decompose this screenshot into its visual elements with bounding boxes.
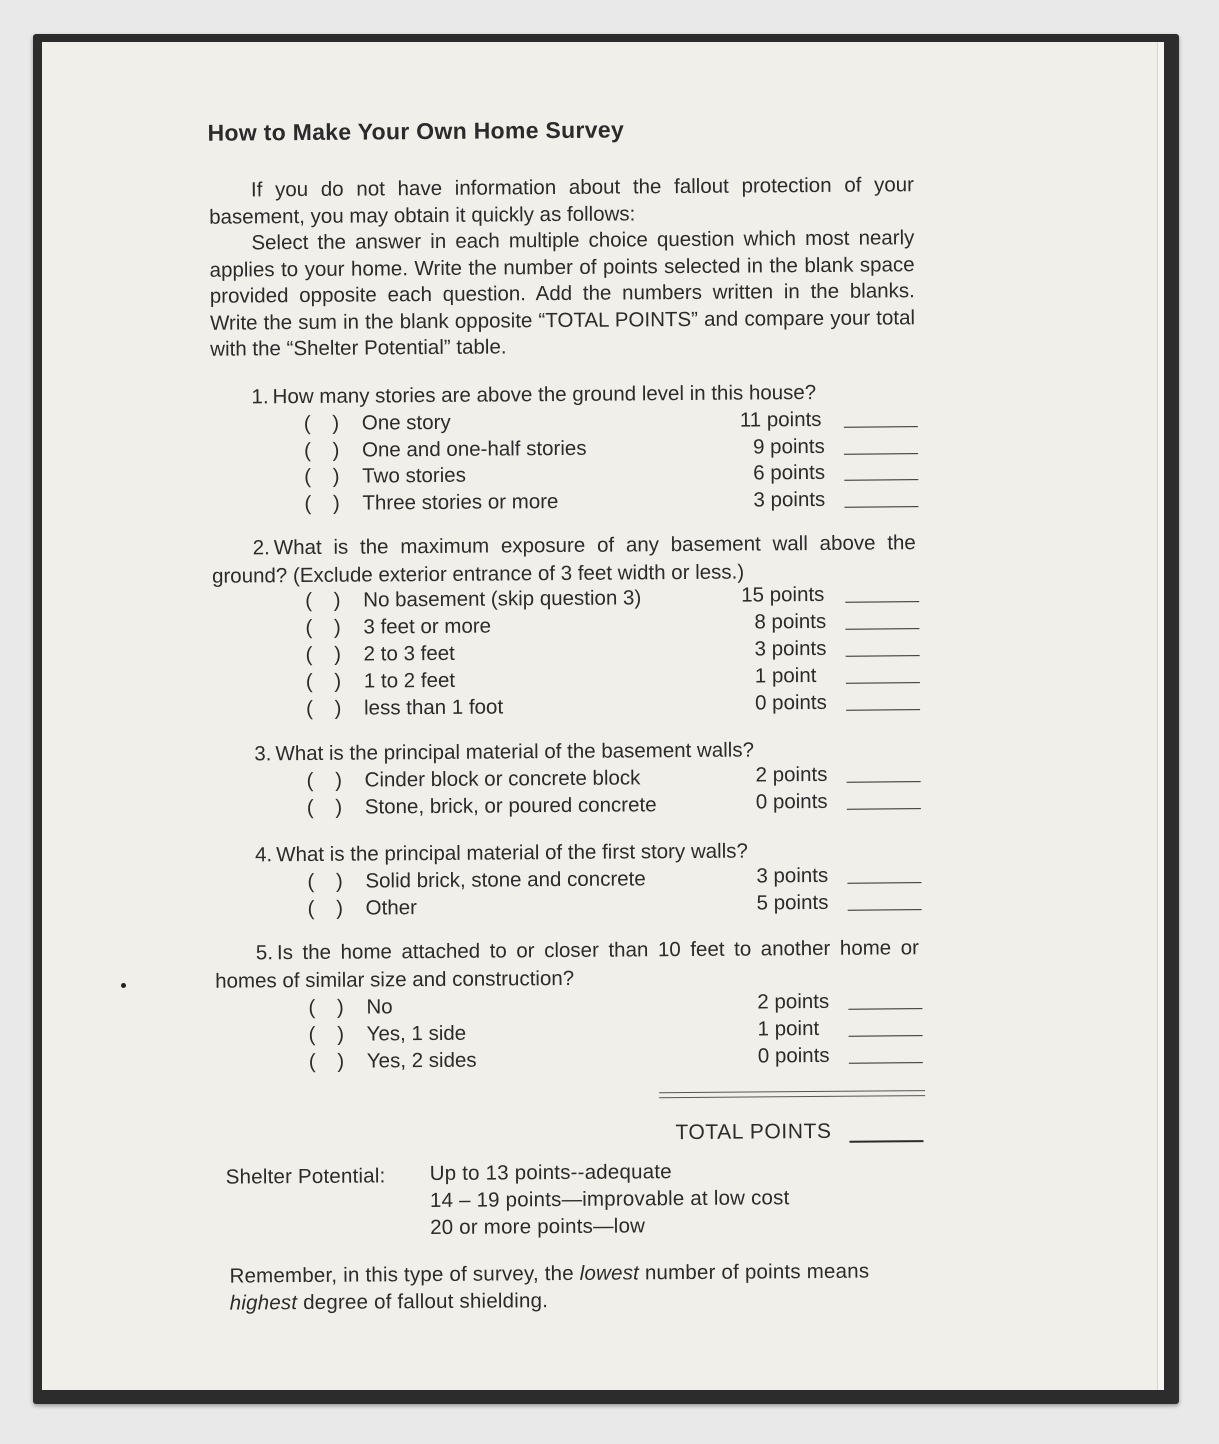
answer-blank[interactable] (845, 628, 919, 630)
option-label: Yes, 2 sides (366, 1048, 477, 1073)
closing-note-text: Remember, in this type of survey, the (229, 1261, 574, 1288)
total-points-blank[interactable] (849, 1140, 923, 1143)
question-number: 5. (255, 941, 274, 965)
question-text: How many stories are above the ground level in this house? (272, 380, 817, 409)
option-row[interactable] (304, 490, 558, 516)
option-row[interactable] (306, 695, 503, 721)
closing-note-text: degree of fallout shielding. (303, 1289, 549, 1315)
option-label: 1 to 2 feet (363, 668, 456, 693)
option-label: Stone, brick, or poured concrete (364, 793, 657, 819)
closing-note-text: number of points means (644, 1259, 870, 1285)
checkbox[interactable]: ( ) (308, 995, 344, 1019)
answer-blank[interactable] (844, 479, 918, 481)
option-row[interactable] (308, 896, 417, 921)
option-row[interactable] (307, 793, 657, 820)
option-points: 5 points (756, 890, 829, 915)
option-row[interactable] (304, 411, 451, 436)
answer-blank[interactable] (847, 808, 921, 810)
option-points: 6 points (753, 460, 826, 485)
option-points: 0 points (754, 690, 827, 715)
answer-blank[interactable] (849, 1035, 923, 1037)
emphasis-lowest: lowest (579, 1261, 640, 1285)
option-row[interactable] (305, 586, 641, 613)
shelter-potential-label: Shelter Potential: (225, 1164, 386, 1189)
option-points: 15 points (741, 582, 825, 607)
intro-paragraph-2-text: Select the answer in each multiple choice question which most nearly applies to your home. Write the number of points selected in the blank space provided opposite each question. Add the numbers written in the blanks. Write the sum in the blank opposite “TOTAL POINTS” and compare your total with the “Shelter Potential” table. (209, 226, 916, 361)
checkbox[interactable]: ( ) (305, 669, 342, 693)
question-number: 4. (255, 843, 273, 867)
question-text: What is the principal material of the basement walls? (275, 738, 755, 766)
answer-blank[interactable] (845, 601, 919, 603)
intro-paragraph-1-text: If you do not have information about the fallout protection of your basement, you may obtain it quickly as follows: (209, 173, 915, 229)
answer-blank[interactable] (844, 453, 918, 455)
question-2 (212, 529, 916, 591)
answer-blank[interactable] (849, 1062, 923, 1064)
checkbox[interactable]: ( ) (305, 642, 342, 666)
question-number: 3. (254, 742, 272, 766)
checkbox[interactable]: ( ) (304, 491, 340, 516)
answer-blank[interactable] (846, 655, 920, 657)
closing-note-line-2 (230, 1289, 549, 1315)
option-points: 3 points (756, 863, 829, 888)
checkbox[interactable]: ( ) (306, 795, 343, 819)
option-row[interactable] (307, 766, 641, 793)
intro-paragraph-2 (209, 225, 915, 363)
checkbox[interactable]: ( ) (303, 411, 340, 436)
question-5 (215, 934, 919, 996)
checkbox[interactable]: ( ) (305, 696, 342, 720)
checkbox[interactable]: ( ) (307, 896, 344, 920)
option-points: 0 points (757, 1043, 830, 1068)
question-text: What is the maximum exposure of any basement wall above the ground? (Exclude exterior entrance of 3 feet width or less.) (211, 531, 916, 588)
checkbox[interactable]: ( ) (305, 588, 341, 612)
option-row[interactable] (306, 642, 455, 667)
option-label: One and one-half stories (361, 436, 587, 462)
question-text: Is the home attached to or closer than 10 feet to another home or homes of similar size and construction? (215, 936, 920, 993)
closing-note-line-1 (229, 1260, 869, 1289)
answer-blank[interactable] (844, 506, 918, 508)
option-label: Three stories or more (362, 490, 559, 515)
option-points: 3 points (753, 487, 826, 512)
option-points: 11 points (739, 407, 822, 432)
option-row[interactable] (304, 464, 466, 489)
shelter-level: 20 or more points—low (430, 1214, 646, 1240)
checkbox[interactable]: ( ) (304, 464, 340, 489)
option-row[interactable] (304, 437, 587, 463)
shelter-level: Up to 13 points--adequate (429, 1160, 672, 1186)
option-points: 3 points (754, 636, 827, 661)
option-label: Solid brick, stone and concrete (365, 867, 646, 893)
option-row[interactable] (309, 1049, 477, 1074)
option-label: No (366, 995, 393, 1019)
option-label: less than 1 foot (363, 695, 504, 720)
option-label: Two stories (362, 463, 466, 488)
total-points-label: TOTAL POINTS (675, 1119, 832, 1145)
checkbox[interactable]: ( ) (306, 768, 343, 792)
checkbox[interactable]: ( ) (307, 869, 343, 893)
option-points: 1 point (757, 1016, 820, 1041)
answer-blank[interactable] (846, 682, 920, 684)
question-text: What is the principal material of the first story walls? (276, 839, 748, 867)
answer-blank[interactable] (847, 882, 921, 884)
option-points: 2 points (755, 762, 828, 787)
option-points: 1 point (754, 663, 817, 688)
question-number: 2. (252, 536, 270, 560)
option-label: 2 to 3 feet (363, 641, 455, 666)
checkbox[interactable]: ( ) (305, 615, 341, 639)
option-points: 8 points (754, 609, 827, 634)
total-separator (659, 1090, 925, 1098)
option-row[interactable] (306, 669, 455, 694)
question-1 (211, 378, 915, 412)
option-points: 2 points (757, 989, 830, 1014)
option-label: One story (361, 410, 451, 435)
answer-blank[interactable] (848, 1008, 922, 1010)
intro-paragraph-1 (209, 172, 914, 231)
option-label: Other (365, 896, 417, 920)
option-row[interactable] (309, 1022, 467, 1047)
option-row[interactable] (305, 615, 491, 640)
option-label: 3 feet or more (363, 614, 492, 639)
answer-blank[interactable] (847, 781, 921, 783)
option-row[interactable] (308, 995, 392, 1020)
answer-blank[interactable] (848, 909, 922, 911)
option-label: Cinder block or concrete block (364, 766, 641, 792)
checkbox[interactable]: ( ) (308, 1049, 345, 1073)
checkbox[interactable]: ( ) (303, 438, 340, 463)
emphasis-highest: highest (229, 1291, 298, 1315)
option-label: No basement (skip question 3) (363, 586, 642, 612)
option-label: Yes, 1 side (366, 1021, 467, 1046)
page-title: How to Make Your Own Home Survey (207, 116, 625, 146)
answer-blank[interactable] (846, 709, 920, 711)
option-points: 0 points (755, 789, 828, 814)
checkbox[interactable]: ( ) (308, 1022, 345, 1046)
answer-blank[interactable] (844, 426, 918, 428)
option-points: 9 points (752, 434, 825, 459)
option-row[interactable] (307, 867, 646, 894)
question-number: 1. (251, 385, 269, 409)
shelter-level: 14 – 19 points—improvable at low cost (429, 1186, 790, 1213)
